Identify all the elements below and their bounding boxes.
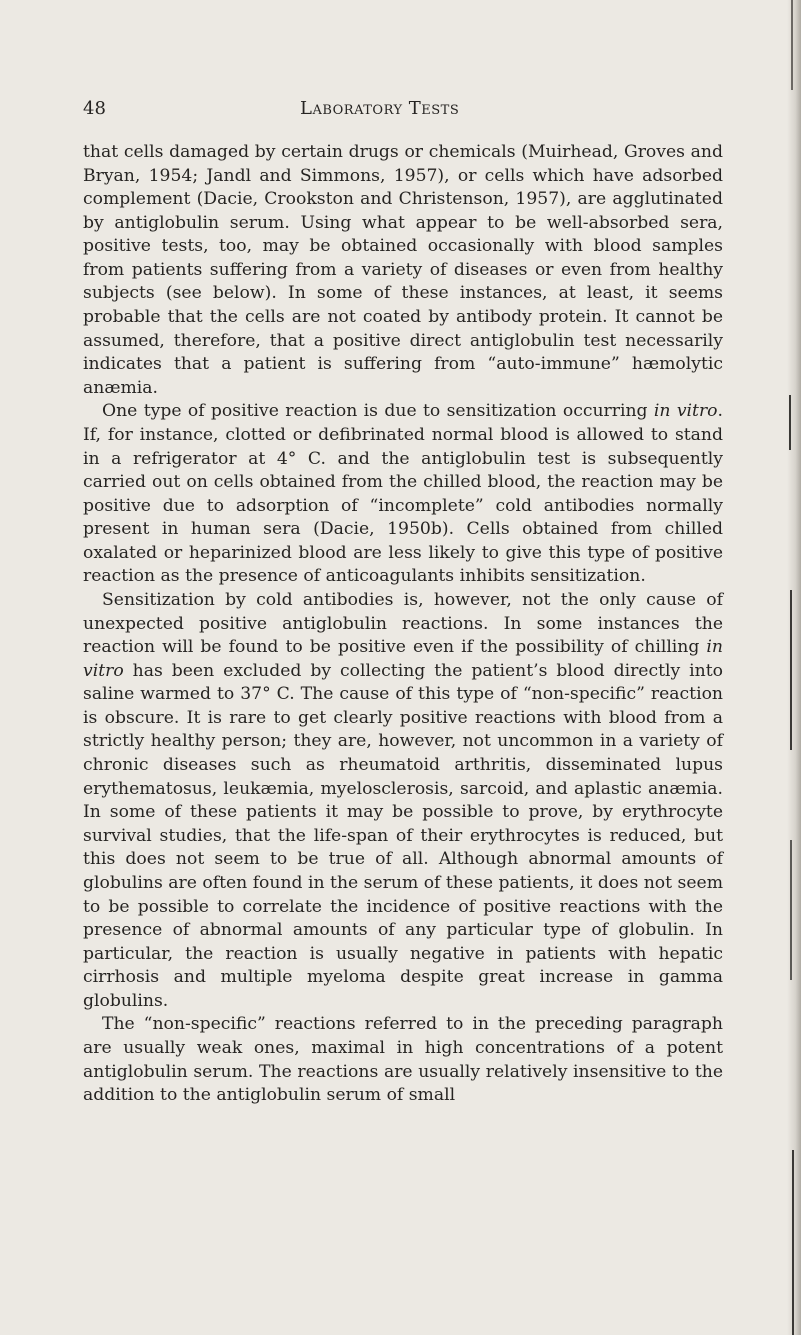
paragraph-3-italic: in vitro <box>83 637 723 681</box>
paragraph-2-italic: in vitro <box>653 401 718 422</box>
running-head: Laboratory Tests <box>300 98 460 119</box>
paragraph-2 <box>83 400 723 589</box>
page-edge-line <box>790 840 792 980</box>
paragraph-2-part-2: . If, for instance, clotted or defibrinated normal blood is allowed to stand in a refrigerator at 4° C. and the antiglobulin test is subsequently carried out on cells obtained from the chilled blood, the reaction may be positive due to adsorption of “incomplete” cold antibodies normally present in human sera (Dacie, 1950b). Cells obtained from chilled oxalated or heparinized blood are less likely to give this type of positive reaction as the presence of anticoagulants inhibits sensitization. <box>83 401 723 587</box>
paragraph-3 <box>83 589 723 1013</box>
paragraph-1: that cells damaged by certain drugs or chemicals (Muirhead, Groves and Bryan, 1954; Jandl and Simmons, 1957), or cells which have adsorbed complement (Dacie, Crookston and Christenson, 1957), are agglutinated by antiglobulin serum. Using what appear to be well-absorbed sera, positive tests, too, may be obtained occasionally with blood samples from patients suffering from a variety of diseases or even from healthy subjects (see below). In some of these instances, at least, it seems probable that the cells are not coated by antibody protein. It cannot be assumed, therefore, that a positive direct antiglobulin test necessarily indicates that a patient is suffering from “auto-immune” hæmolytic anæmia. <box>83 142 723 398</box>
paragraph-4: The “non-specific” reactions referred to in the preceding paragraph are usually weak ones, maximal in high concentrations of a potent antiglobulin serum. The reactions are usually relatively insensitive to the addition to the antiglobulin serum of small <box>83 1014 723 1106</box>
page-edge-line <box>792 1150 794 1335</box>
paragraph-3-part-1: Sensitization by cold antibodies is, however, not the only cause of unexpected positive antiglobulin reactions. In some instances the reaction will be found to be positive even if the possibility of chilling <box>83 589 723 658</box>
page-edge-line <box>791 0 793 90</box>
page-edge-line <box>789 395 791 450</box>
body-text <box>83 141 723 1108</box>
paragraph-2-part-1: One type of positive reaction is due to sensitization occurring <box>102 401 654 422</box>
page-edge-line <box>790 590 792 750</box>
page-header <box>83 98 723 126</box>
paragraph-3-part-2: has been excluded by collecting the patient’s blood directly into saline warmed to 37° C. The cause of this type of “non-specific” reaction is obscure. It is rare to get clearly positive reactions with blood from a strictly healthy person; they are, however, not uncommon in a variety of chronic diseases such as rheumatoid arthritis, disseminated lupus erythematosus, leukæmia, myelosclerosis, sarcoid, and aplastic anæmia. In some of these patients it may be possible to prove, by erythrocyte survival studies, that the life-span of their erythrocytes is reduced, but this does not seem to be true of all. Although abnormal amounts of globulins are often found in the serum of these patients, it does not seem to be possible to correlate the incidence of positive reactions with the presence of abnormal amounts of any particular type of globulin. In particular, the reaction is usually negative in patients with hepatic cirrhosis and multiple myeloma despite great increase in gamma globulins. <box>83 660 723 1011</box>
page-number: 48 <box>83 98 106 119</box>
